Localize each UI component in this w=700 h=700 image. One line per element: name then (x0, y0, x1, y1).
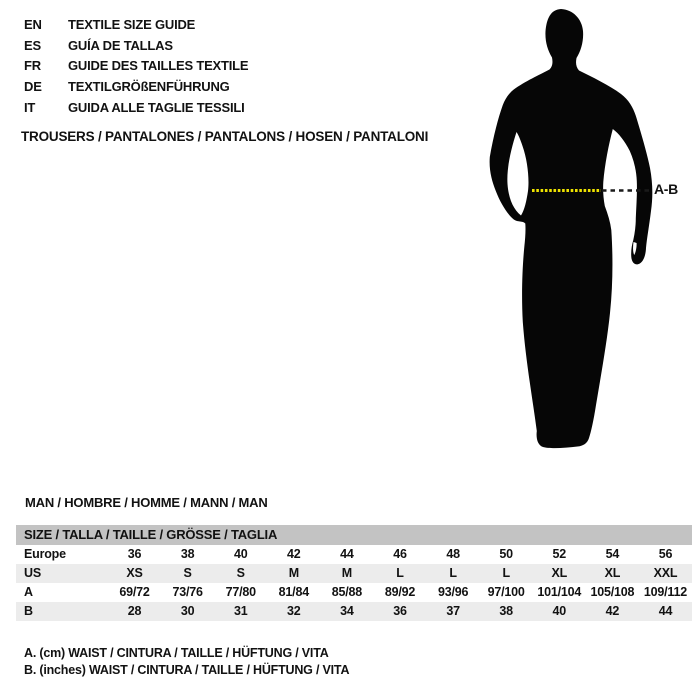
language-label: GUIDE DES TAILLES TEXTILE (68, 58, 249, 74)
size-cell: 50 (499, 547, 513, 561)
language-row (24, 35, 248, 56)
size-cell: M (341, 566, 353, 580)
size-cell: 56 (658, 547, 673, 561)
size-cell: XL (604, 566, 621, 580)
language-label: TEXTILE SIZE GUIDE (68, 16, 196, 32)
size-cell: 36 (393, 604, 407, 618)
language-label: GUÍA DE TALLAS (68, 37, 173, 53)
size-cell: 85/88 (331, 585, 363, 599)
size-cell: 52 (552, 547, 567, 561)
size-cell: L (396, 566, 404, 580)
size-table (16, 525, 692, 621)
table-row (16, 602, 692, 621)
size-table-header: SIZE / TALLA / TAILLE / GRÖSSE / TAGLIA (16, 525, 692, 545)
size-cell: L (502, 566, 510, 580)
size-cell: S (183, 566, 192, 580)
size-cell: XXL (653, 566, 678, 580)
size-cell: 42 (605, 604, 620, 618)
size-cell: 38 (499, 604, 513, 618)
measure-label: A-B (654, 181, 678, 197)
size-cell: 40 (233, 547, 248, 561)
garment-title: TROUSERS / PANTALONES / PANTALONS / HOSEN / PANTALONI (21, 129, 429, 144)
size-cell: 44 (658, 604, 673, 618)
size-cell: 81/84 (278, 585, 309, 599)
size-cell: 32 (287, 604, 301, 618)
footnote: B. (inches) WAIST / CINTURA / TAILLE / HÜFTUNG / VITA (24, 663, 350, 677)
table-section-title: MAN / HOMBRE / HOMME / MANN / MAN (25, 495, 268, 510)
row-label: A (24, 585, 33, 599)
table-row (16, 545, 692, 564)
table-row (16, 583, 692, 602)
man-silhouette-path (490, 9, 653, 448)
man-silhouette (440, 0, 700, 480)
figure-container (440, 0, 700, 480)
size-cell: 46 (393, 547, 407, 561)
size-cell: 38 (180, 547, 195, 561)
size-cell: 28 (127, 604, 142, 618)
size-cell: 54 (605, 547, 620, 561)
size-cell: 30 (180, 604, 195, 618)
size-cell: S (236, 566, 245, 580)
size-cell: 34 (340, 604, 354, 618)
language-label: GUIDA ALLE TAGLIE TESSILI (68, 100, 245, 116)
size-cell: 36 (127, 547, 142, 561)
size-cell: 37 (446, 604, 460, 618)
language-row (24, 56, 248, 77)
language-label: TEXTILGRÖßENFÜHRUNG (68, 79, 230, 95)
size-cell: XS (126, 566, 143, 580)
table-row (16, 564, 692, 583)
language-list (24, 14, 248, 118)
size-cell: M (288, 566, 299, 580)
language-row (24, 97, 248, 118)
size-cell: 40 (552, 604, 567, 618)
language-code: DE (24, 79, 42, 95)
size-cell: L (449, 566, 457, 580)
language-code: ES (24, 37, 41, 53)
size-cell: 31 (233, 604, 248, 618)
language-row (24, 14, 248, 35)
size-cell: 48 (446, 547, 460, 561)
language-row (24, 76, 248, 97)
size-cell: 69/72 (119, 585, 150, 599)
row-label: Europe (24, 547, 66, 561)
size-cell: 89/92 (384, 585, 416, 599)
size-cell: XL (551, 566, 568, 580)
footnote: A. (cm) WAIST / CINTURA / TAILLE / HÜFTUNG / VITA (24, 646, 329, 660)
language-code: FR (24, 58, 41, 74)
size-cell: 93/96 (437, 585, 469, 599)
footnote-list (24, 645, 349, 679)
size-cell: 109/112 (643, 585, 687, 599)
size-cell: 101/104 (537, 585, 582, 599)
size-cell: 105/108 (590, 585, 635, 599)
row-label: B (24, 604, 33, 618)
size-cell: 44 (340, 547, 354, 561)
size-table-rows (16, 545, 692, 621)
size-cell: 77/80 (225, 585, 256, 599)
size-cell: 73/76 (172, 585, 203, 599)
row-label: US (24, 566, 41, 580)
size-cell: 42 (287, 547, 301, 561)
size-cell: 97/100 (487, 585, 525, 599)
language-code: IT (24, 100, 36, 116)
language-code: EN (24, 16, 42, 32)
